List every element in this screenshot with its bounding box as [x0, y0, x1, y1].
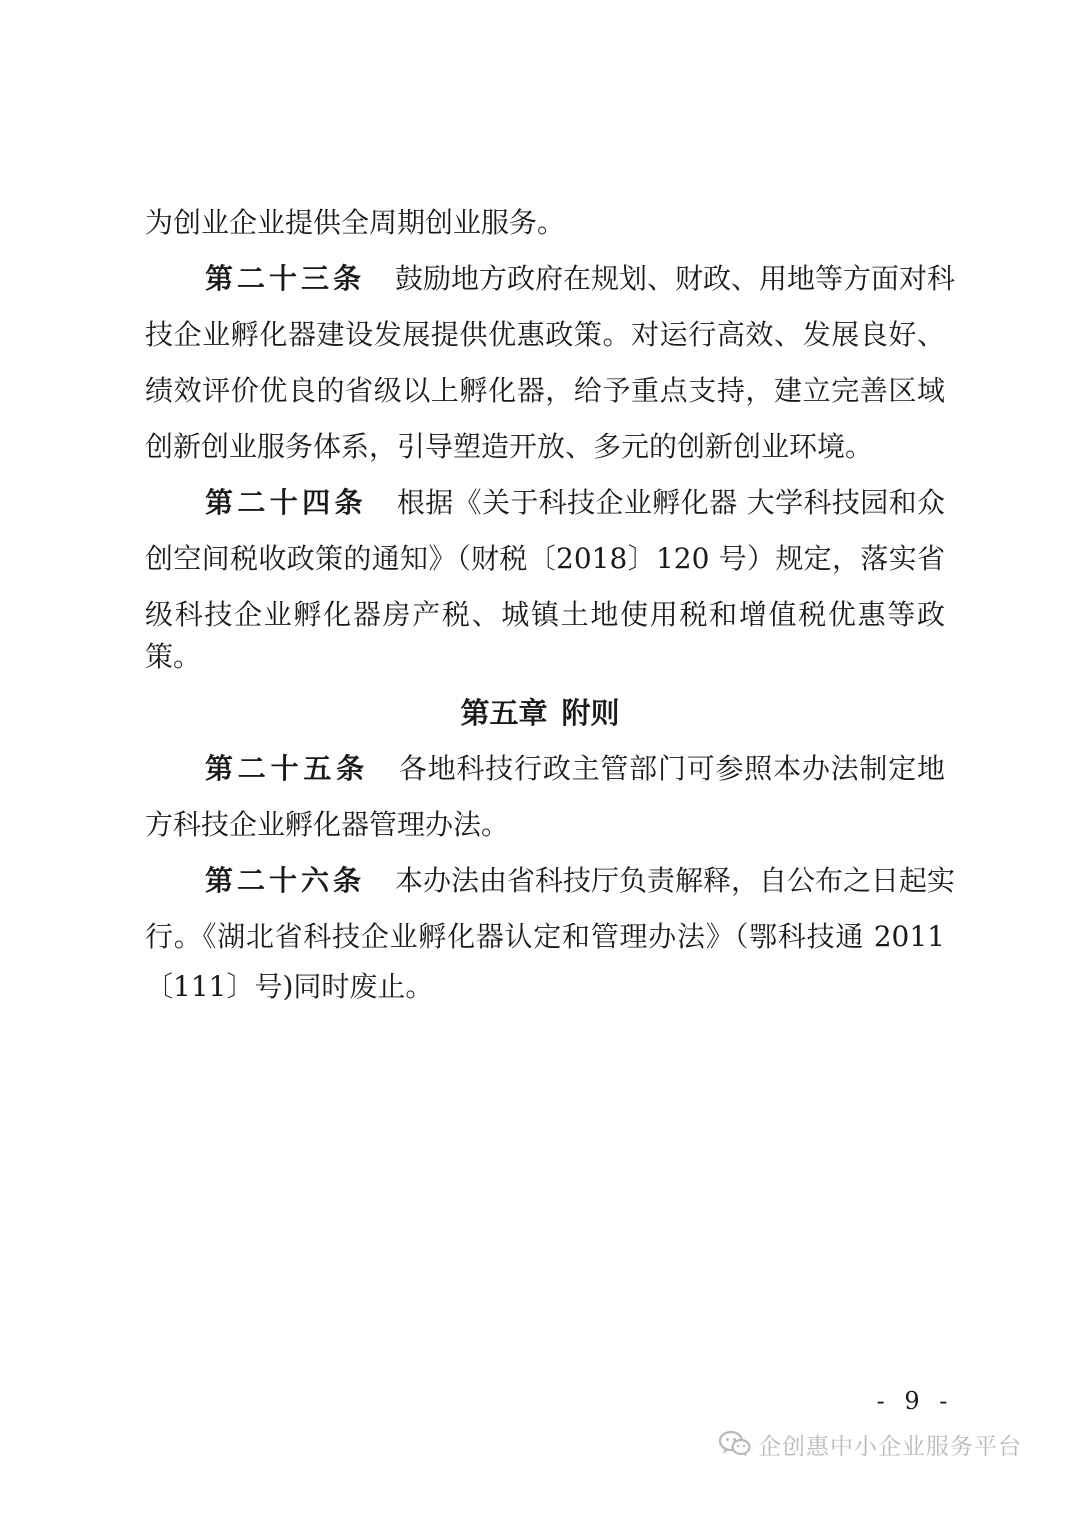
article-23-label: 第二十三条: [205, 262, 366, 295]
paragraph-line: 技企业孵化器建设发展提供优惠政策。对运行高效、发展良好、: [145, 318, 945, 351]
paragraph-line: 为创业企业提供全周期创业服务。: [145, 206, 566, 239]
chapter-heading: [0, 693, 1080, 733]
wechat-icon: [718, 1429, 752, 1459]
watermark: [718, 1424, 1022, 1464]
paragraph-line: 〔111〕号)同时废止。: [145, 970, 434, 1003]
paragraph-line: 方科技企业孵化器管理办法。: [145, 808, 510, 841]
paragraph-line: 策。: [145, 640, 202, 673]
article-25-first-line: [205, 749, 945, 789]
article-26-text: 本办法由省科技厅负责解释，自公布之日起实: [395, 864, 956, 897]
article-25-text: 各地科技行政主管部门可参照本办法制定地: [398, 752, 945, 785]
article-24-first-line: [205, 483, 945, 523]
article-25-label: 第二十五条: [205, 752, 369, 785]
paragraph-line: 级科技企业孵化器房产税、城镇土地使用税和增值税优惠等政: [145, 598, 945, 631]
article-26-label: 第二十六条: [205, 864, 366, 897]
chapter-title: 附则: [561, 696, 620, 730]
paragraph-line: 行。《湖北省科技企业孵化器认定和管理办法》（鄂科技通 2011: [145, 920, 945, 953]
article-24-label: 第二十四条: [205, 486, 367, 519]
article-26-first-line: [205, 861, 956, 901]
article-23-text: 鼓励地方政府在规划、财政、用地等方面对科: [395, 262, 956, 295]
article-23-first-line: [205, 259, 956, 299]
watermark-text: 企创惠中小企业服务平台: [758, 1433, 1022, 1460]
paragraph-line: 创空间税收政策的通知》（财税〔2018〕120 号）规定，落实省: [145, 542, 945, 575]
chapter-number: 第五章: [460, 696, 548, 730]
page-number: - 9 -: [876, 1387, 954, 1415]
paragraph-line: 绩效评价优良的省级以上孵化器，给予重点支持，建立完善区域: [145, 374, 945, 407]
paragraph-line: 创新创业服务体系，引导塑造开放、多元的创新创业环境。: [145, 430, 874, 463]
article-24-text: 根据《关于科技企业孵化器 大学科技园和众: [396, 486, 945, 519]
